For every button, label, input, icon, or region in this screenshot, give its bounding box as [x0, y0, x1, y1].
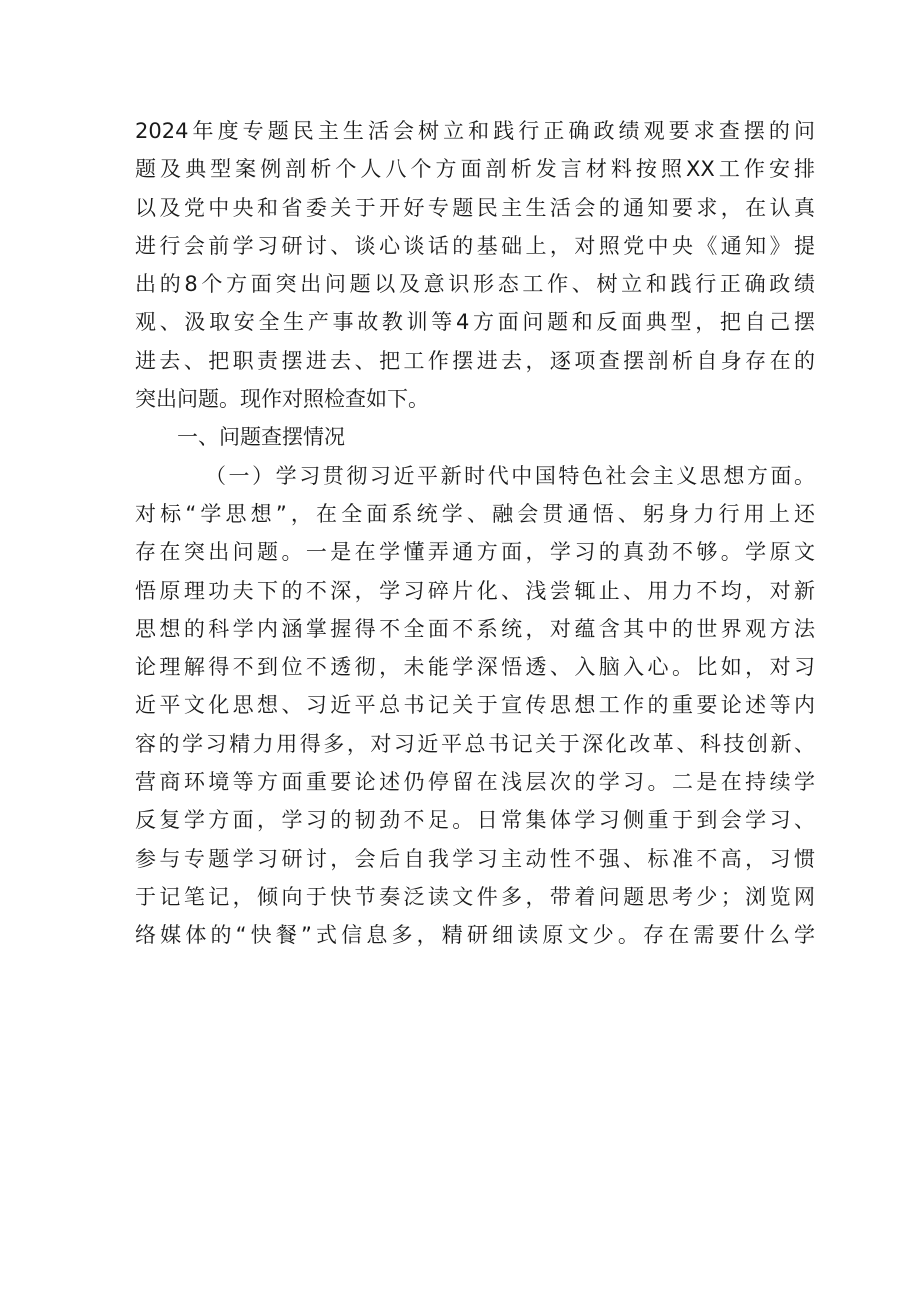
intro-line: 进行会前学习研讨、谈心谈话的基础上，对照党中央《通知》提: [135, 233, 815, 258]
subsection-line: 近平文化思想、习近平总书记关于宣传思想工作的重要论述等内: [135, 693, 815, 718]
subsection-line: 于记笔记，倾向于快节奏泛读文件多，带着问题思考少；浏览网: [135, 884, 815, 909]
subsection-line: 悟原理功夫下的不深，学习碎片化、浅尝辄止、用力不均，对新: [135, 578, 815, 603]
intro-line: 题及典型案例剖析个人八个方面剖析发言材料按照XX工作安排: [135, 157, 815, 182]
subsection-line: 参与专题学习研讨，会后自我学习主动性不强、标准不高，习惯: [135, 846, 815, 871]
subsection-line: 存在突出问题。一是在学懂弄通方面，学习的真劲不够。学原文: [135, 540, 815, 565]
subsection-line: 营商环境等方面重要论述仍停留在浅层次的学习。二是在持续学: [135, 770, 815, 795]
intro-line: 2024年度专题民主生活会树立和践行正确政绩观要求查摆的问: [135, 119, 815, 143]
intro-line: 进去、把职责摆进去、把工作摆进去，逐项查摆剖析自身存在的: [135, 348, 815, 373]
subsection-line: 络媒体的“快餐”式信息多，精研细读原文少。存在需要什么学: [135, 923, 815, 948]
subsection-line: 论理解得不到位不透彻，未能学深悟透、入脑入心。比如，对习: [135, 655, 815, 680]
section-heading: 一、问题查摆情况: [177, 425, 345, 450]
subsection-line: 反复学方面，学习的韧劲不足。日常集体学习侧重于到会学习、: [135, 808, 815, 833]
intro-line: 以及党中央和省委关于开好专题民主生活会的通知要求，在认真: [135, 195, 815, 220]
subsection-line: 容的学习精力用得多，对习近平总书记关于深化改革、科技创新、: [135, 731, 815, 756]
intro-line: 出的8个方面突出问题以及意识形态工作、树立和践行正确政绩: [135, 272, 815, 297]
document-body: [135, 112, 815, 955]
subsection-line: （一）学习贯彻习近平新时代中国特色社会主义思想方面。: [205, 463, 815, 488]
subsection-line: 对标“学思想”，在全面系统学、融会贯通悟、躬身力行用上还: [135, 501, 815, 526]
intro-line: 突出问题。现作对照检查如下。: [135, 387, 429, 412]
intro-line: 观、汲取安全生产事故教训等4方面问题和反面典型，把自己摆: [135, 310, 815, 335]
subsection-line: 思想的科学内涵掌握得不全面不系统，对蕴含其中的世界观方法: [135, 616, 815, 641]
